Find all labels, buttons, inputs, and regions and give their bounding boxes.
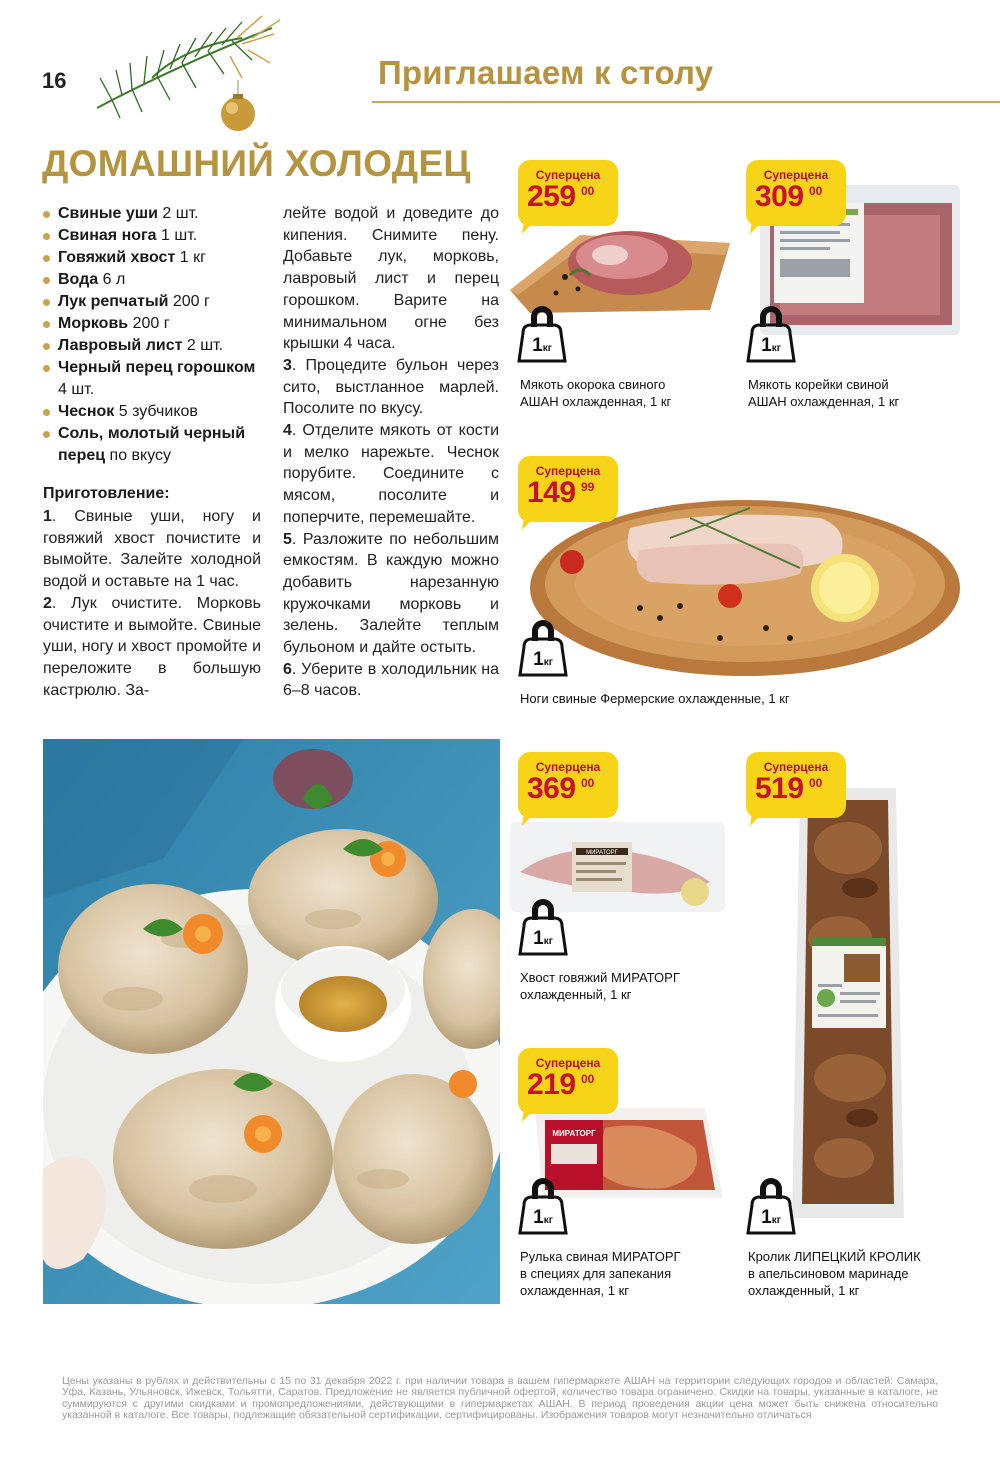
ingredient-item: Черный перец горошком 4 шт. [42,357,267,401]
aspic-dish-photo [43,739,500,1304]
header-divider [372,101,1000,103]
product-name: Мякоть окорока свиного АШАН охлажденная, 1 кг [520,377,672,409]
price-badge: Суперцена 309 00 [746,160,846,234]
fir-branch-ornament-icon [92,8,282,133]
product-name: Мякоть корейки свиной АШАН охлажденная, 1 кг [748,377,900,409]
ingredient-item: Свиная нога 1 шт. [42,225,267,247]
product-name: Рулька свиная МИРАТОРГ в специях для запекания охлажденная, 1 кг [520,1249,681,1298]
section-title: Приглашаем к столу [378,54,714,91]
product-name: Хвост говяжий МИРАТОРГ охлажденный, 1 кг [520,970,680,1002]
price-value: 519 [755,772,804,805]
preparation-heading: Приготовление: [43,485,170,502]
legal-disclaimer: Цены указаны в рублях и действительны с 15 по 31 декабря 2022 г. при наличии товара в вашем гипермаркете АШАН на территории следующих городов и областей: Самара, Уфа, Казань, Ульяновск, Ижевск, Тольятти, Саратов. Предложение не является публичной офертой, количество товара ограничено. Скидки на товары, указанные в каталоге, не суммируются с другими скидками и промопредложениями, действующими в гипермаркетах АШАН. В период проведения акции цена может быть снижена относительно указанной в каталоге. Все товары, подлежащие обязательной сертификации, сертифицированы. Изображения товаров могут незначительно отличаться [62,1375,938,1421]
price-value: 259 [527,180,576,213]
price-value: 369 [527,772,576,805]
ingredient-item: Морковь 200 г [42,313,267,335]
ingredient-item: Говяжий хвост 1 кг [42,247,267,269]
ingredient-item: Лук репчатый 200 г [42,291,267,313]
price-value: 149 [527,476,576,509]
weight-kettlebell-icon: 1кг [518,617,568,677]
price-value: 309 [755,180,804,213]
rabbit-package-photo [790,788,906,1220]
ingredient-item: Лавровый лист 2 шт. [42,335,267,357]
recipe-title: ДОМАШНИЙ ХОЛОДЕЦ [42,143,471,184]
svg-text:МИРАТОРГ: МИРАТОРГ [586,850,618,856]
price-cents: 00 [809,776,823,790]
recipe-step: 4. Отделите мякоть от кости и мелко нарежьте. Чеснок порубите. Соедините с мясом, посолите и поперчите, перемешайте. [283,422,499,526]
product-name: Ноги свиные Фермерские охлажденные, 1 кг [520,691,790,706]
price-badge: Суперцена 369 00 [518,752,618,826]
price-cents: 00 [581,184,595,198]
weight-kettlebell-icon: 1кг [518,1175,568,1235]
price-badge: Суперцена 259 00 [518,160,618,234]
recipe-step: 5. Разложите по небольшим емкостям. В каждую можно добавить нарезанную кружочками морковь и зелень. Залейте теплым бульоном и дайте остыть. [283,530,499,657]
product-name: Кролик ЛИПЕЦКИЙ КРОЛИК в апельсиновом маринаде охлажденный, 1 кг [748,1249,921,1298]
ingredient-item: Чеснок 5 зубчиков [42,401,267,423]
ingredient-item: Свиные уши 2 шт. [42,203,267,225]
recipe-step: 6. Уберите в холодильник на 6–8 часов. [283,660,499,700]
price-cents: 99 [581,480,595,494]
weight-kettlebell-icon: 1кг [518,896,568,956]
ingredient-list [42,203,267,467]
recipe-step: 2. Лук очистите. Морковь очистите и вымойте. Свиные уши, ногу и хвост промойте и переложите в большую кастрюлю. За- [43,594,261,699]
price-badge: Суперцена 519 00 [746,752,846,826]
svg-text:МИРАТОРГ: МИРАТОРГ [552,1129,596,1138]
price-cents: 00 [581,776,595,790]
preparation-column-2 [283,203,499,702]
page-number: 16 [42,68,67,93]
recipe-step-continuation: лейте водой и доведите до кипения. Снимите пену. Добавьте лук, морковь, лавровый лист и перец горошком. Варите на минимальном огне без крышки 4 часа. [283,205,499,353]
price-value: 219 [527,1068,576,1101]
price-badge: Суперцена 219 00 [518,1048,618,1122]
price-cents: 00 [581,1072,595,1086]
weight-kettlebell-icon: 1кг [517,303,567,363]
preparation-column-1 [43,506,261,701]
recipe-step: 1. Свиные уши, ногу и говяжий хвост почистите и вымойте. Залейте холодной водой и оставьте на 1 час. [43,508,261,591]
price-badge: Суперцена 149 99 [518,456,618,530]
weight-kettlebell-icon: 1кг [746,1175,796,1235]
recipe-step: 3. Процедите бульон через сито, выстланное марлей. Посолите по вкусу. [283,356,499,418]
price-cents: 00 [809,184,823,198]
weight-kettlebell-icon: 1кг [746,303,796,363]
ingredient-item: Соль, молотый черный перец по вкусу [42,423,267,467]
ingredient-item: Вода 6 л [42,269,267,291]
